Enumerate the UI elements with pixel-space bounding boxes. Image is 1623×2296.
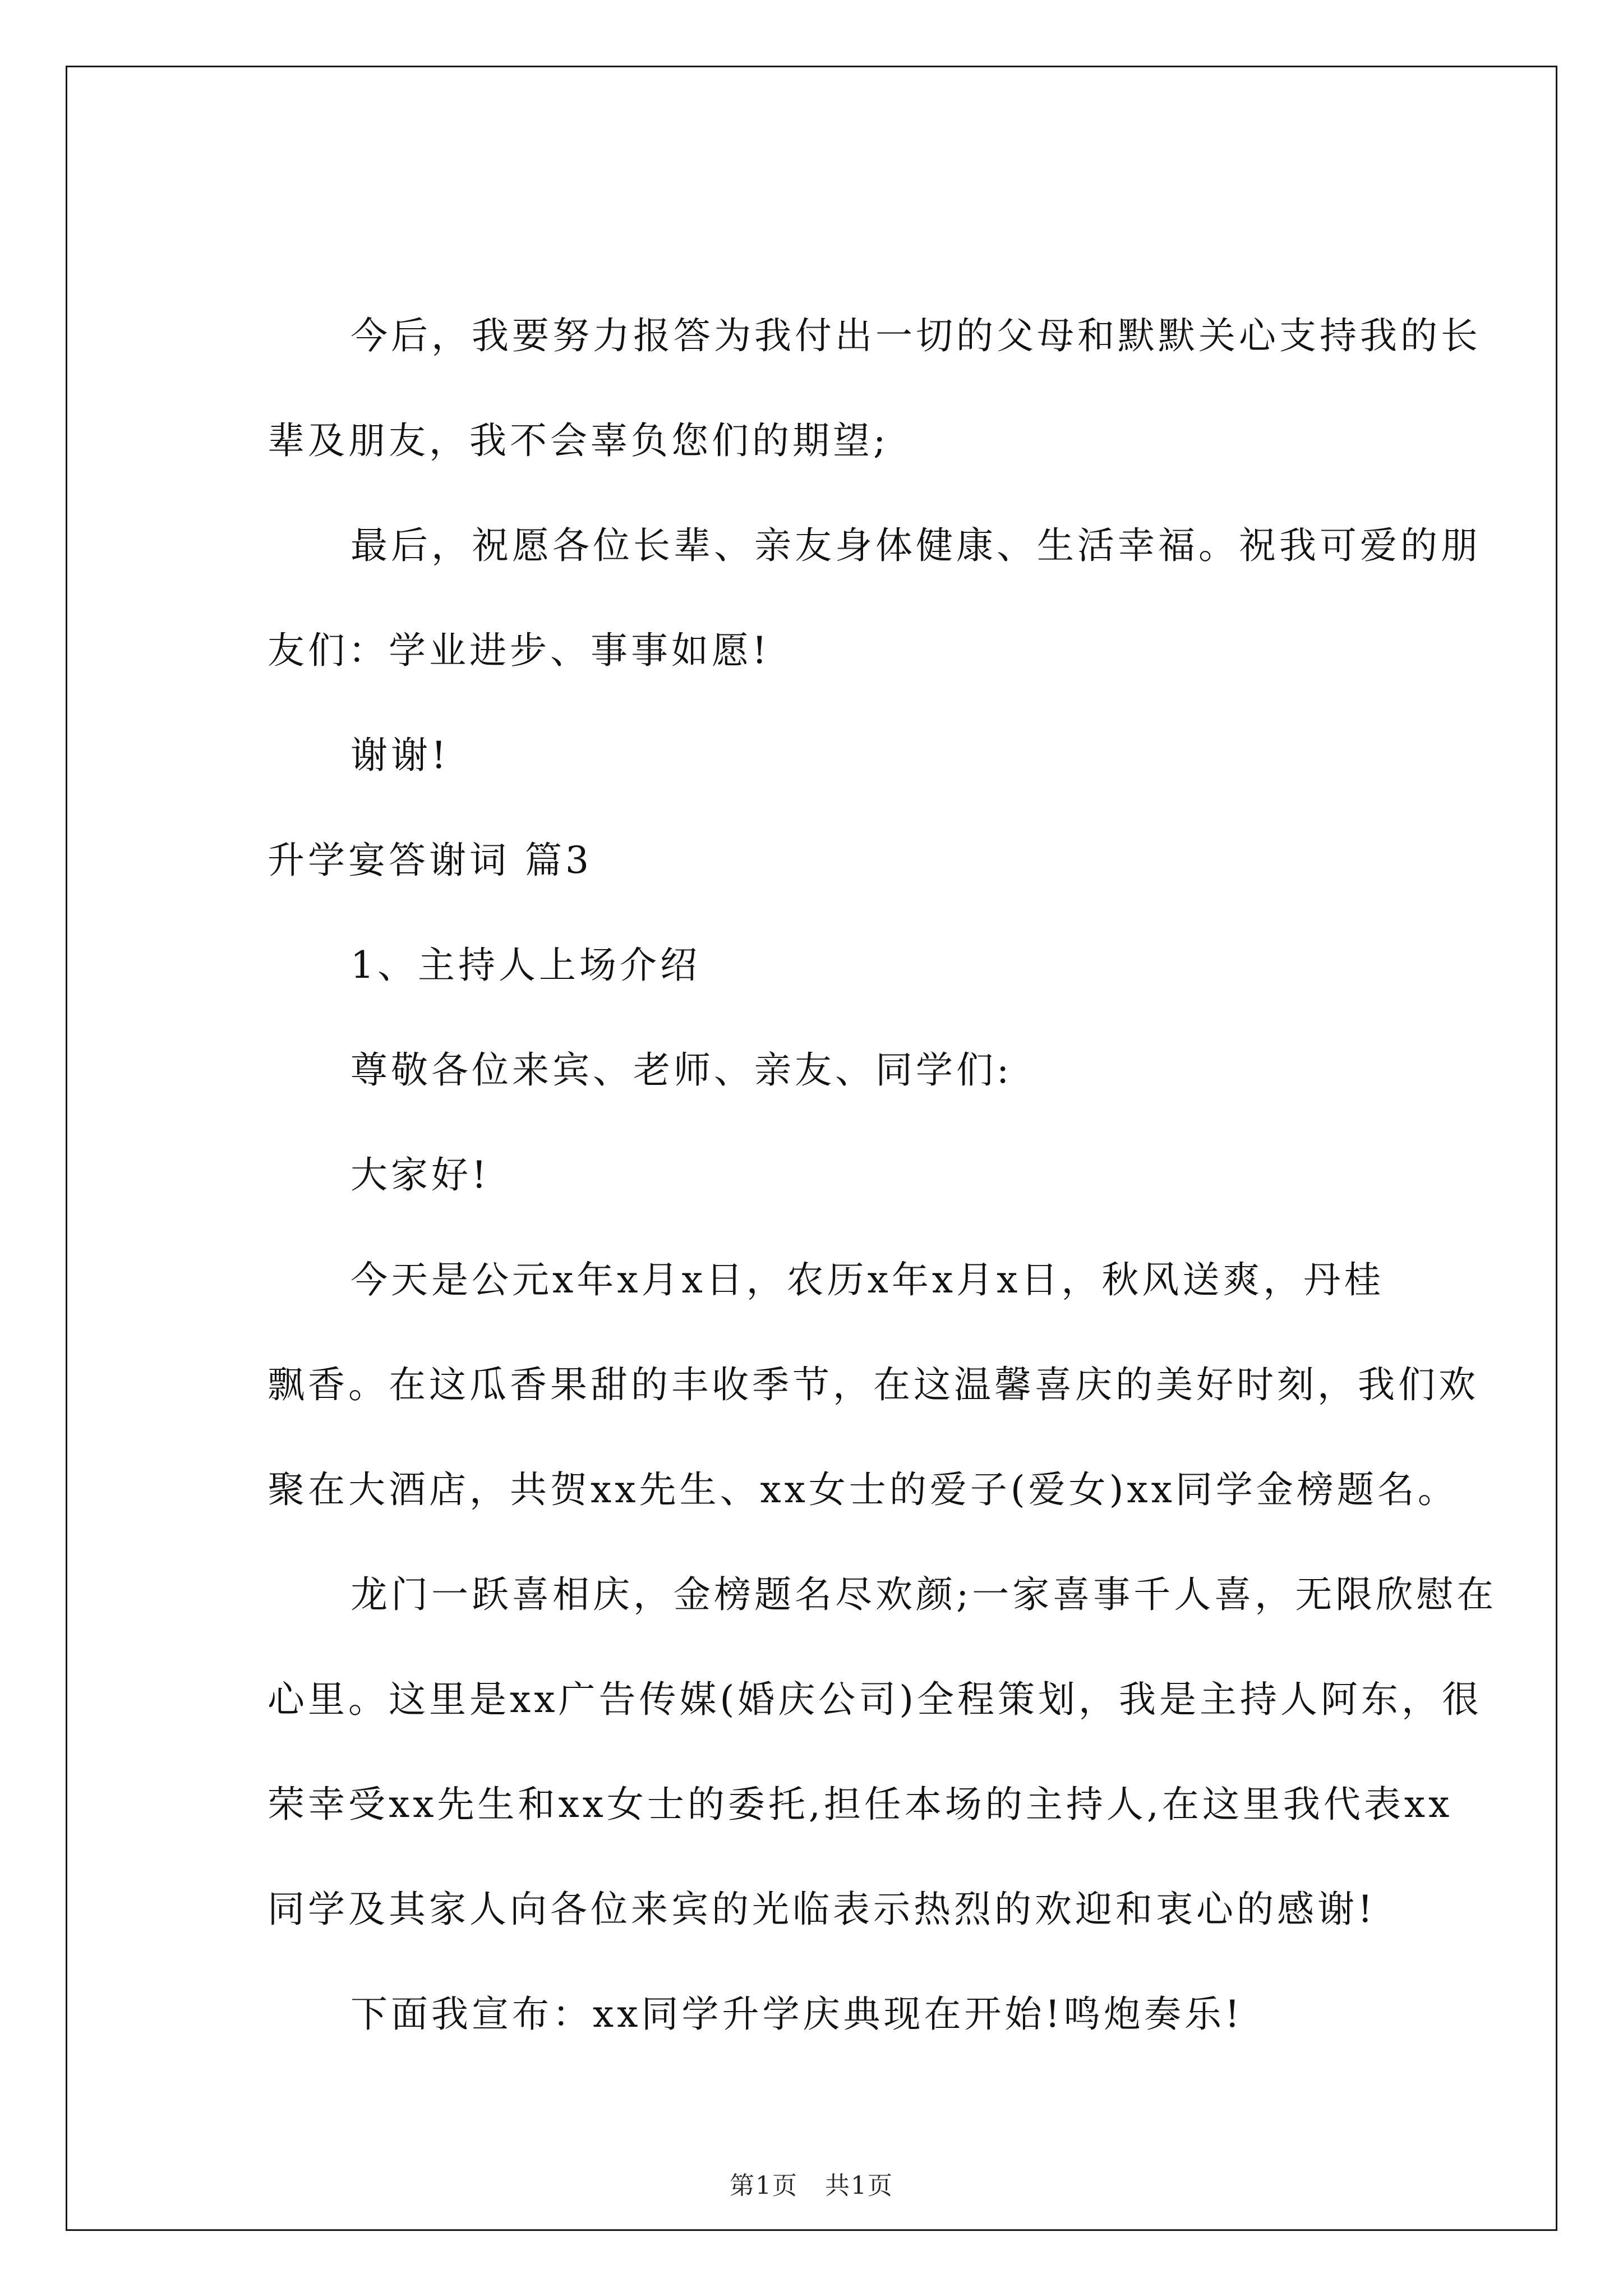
text-line: 同学及其家人向各位来宾的光临表示热烈的欢迎和衷心的感谢! <box>268 1888 1376 1931</box>
text-line: 心里。这里是xx广告传媒(婚庆公司)全程策划，我是主持人阿东，很 <box>268 1678 1482 1721</box>
text-line: 下面我宣布：xx同学升学庆典现在开始!鸣炮奏乐! <box>351 1993 1243 2036</box>
document-body <box>268 283 1501 2067</box>
text-line: 龙门一跃喜相庆，金榜题名尽欢颜;一家喜事千人喜，无限欣慰在 <box>351 1573 1497 1616</box>
text-line: 谢谢! <box>351 734 450 777</box>
text-line: 荣幸受xx先生和xx女士的委托,担任本场的主持人,在这里我代表xx <box>268 1783 1453 1826</box>
text-line: 升学宴答谢词 篇3 <box>268 839 592 882</box>
text-line: 大家好! <box>351 1153 490 1197</box>
page-number-current: 第1页 <box>730 2171 798 2200</box>
text-line: 聚在大酒店，共贺xx先生、xx女士的爱子(爱女)xx同学金榜题名。 <box>268 1468 1458 1511</box>
text-line: 今天是公元x年x月x日，农历x年x月x日，秋风送爽，丹桂 <box>351 1258 1385 1301</box>
text-line: 最后，祝愿各位长辈、亲友身体健康、生活幸福。祝我可爱的朋 <box>351 524 1481 567</box>
page-number-total: 共1页 <box>825 2171 893 2200</box>
text-line: 飘香。在这瓜香果甜的丰收季节，在这温馨喜庆的美好时刻，我们欢 <box>268 1363 1479 1406</box>
page-border <box>66 66 1557 2231</box>
text-line: 友们：学业进步、事事如愿! <box>268 629 771 672</box>
text-line: 今后，我要努力报答为我付出一切的父母和默默关心支持我的长 <box>351 314 1481 357</box>
text-line: 1、主持人上场介绍 <box>351 944 700 987</box>
text-line: 辈及朋友，我不会辜负您们的期望; <box>268 419 889 462</box>
text-line: 尊敬各位来宾、老师、亲友、同学们: <box>351 1048 1013 1092</box>
page-footer <box>67 2165 1556 2201</box>
